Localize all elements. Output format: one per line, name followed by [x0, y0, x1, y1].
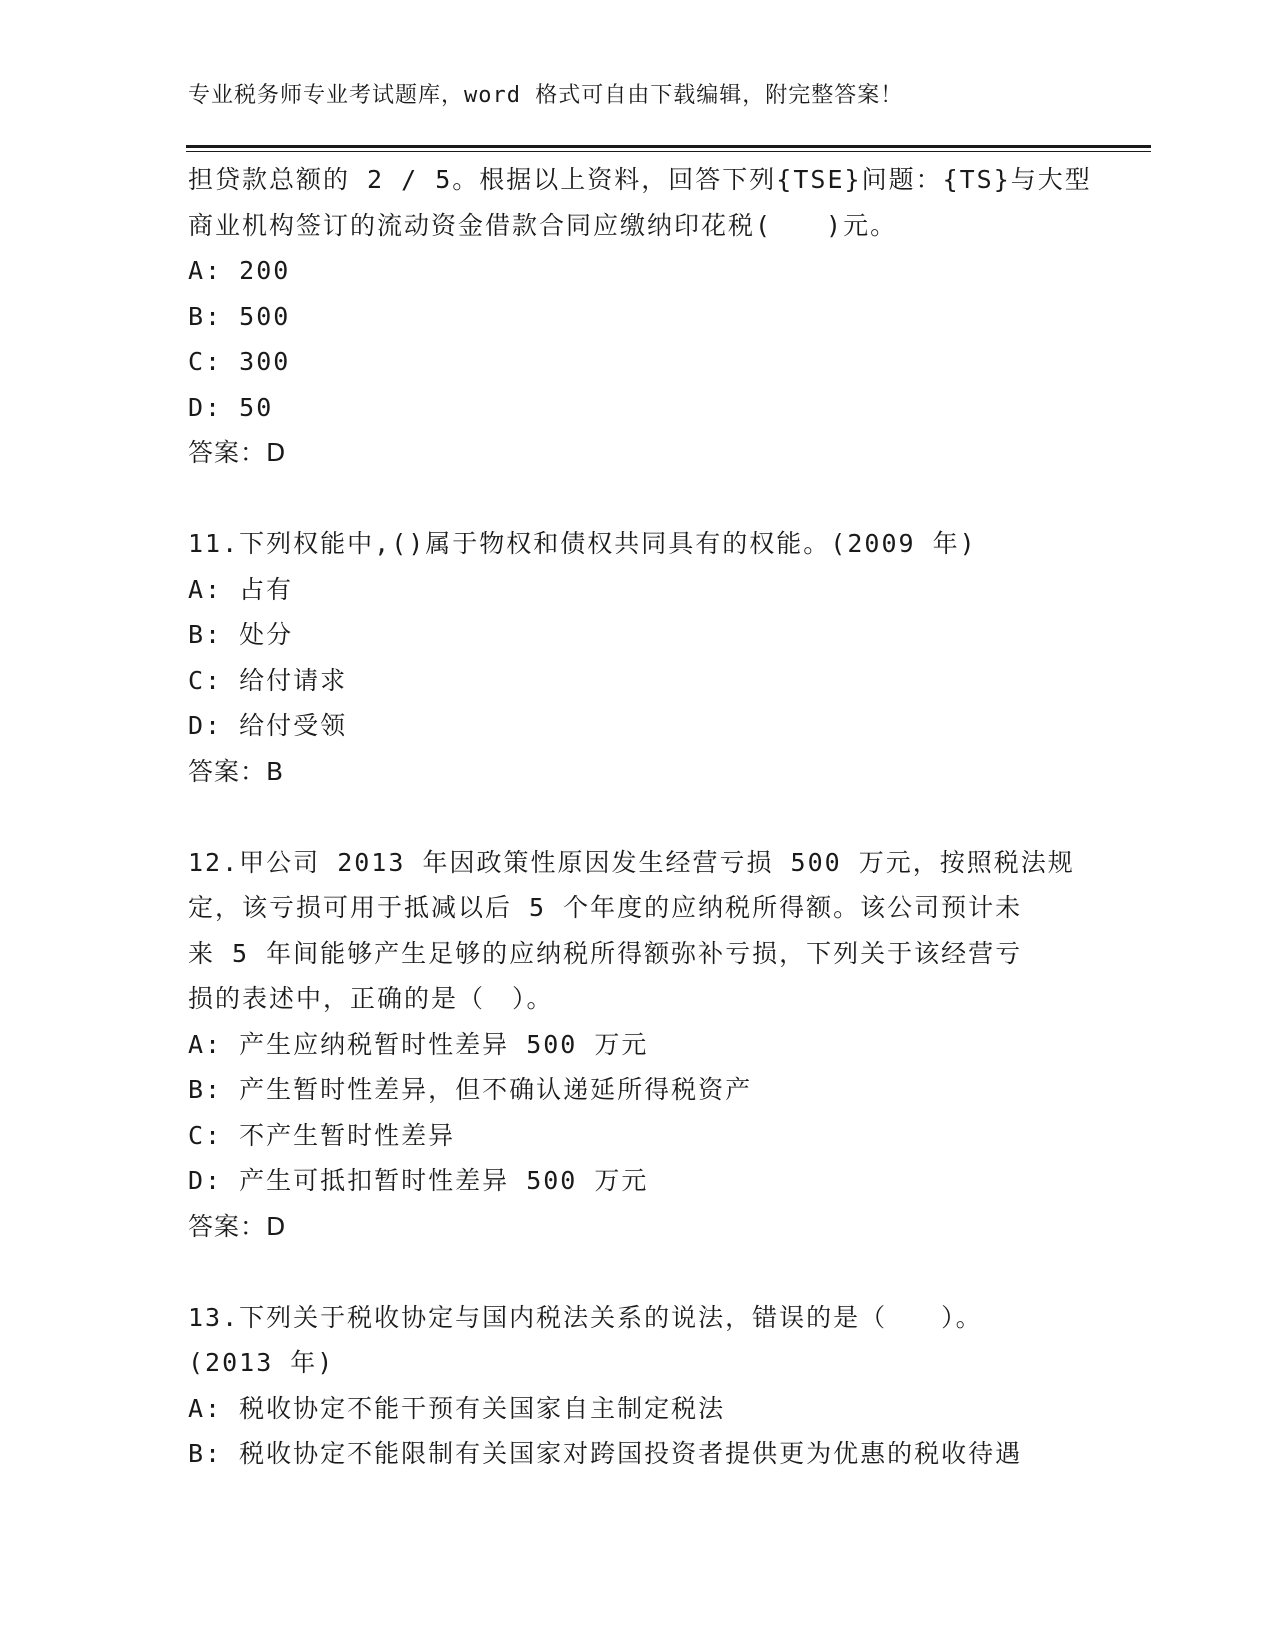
spacer	[188, 794, 1128, 840]
answer: 答案：B	[188, 756, 285, 786]
option-a: A: 税收协定不能干预有关国家自主制定税法	[188, 1393, 726, 1423]
spacer	[188, 1249, 1128, 1295]
option-c: C: 300	[188, 347, 291, 376]
question-line: 损的表述中，正确的是（ ）。	[188, 984, 554, 1013]
question-line: 12.甲公司 2013 年因政策性原因发生经营亏损 500 万元，按照税法规	[188, 847, 1075, 877]
page-header: 专业税务师专业考试题库，word 格式可自由下载编辑，附完整答案！	[188, 83, 904, 108]
header-rule-thin	[186, 151, 1151, 152]
question-line: 来 5 年间能够产生足够的应纳税所得额弥补亏损，下列关于该经营亏	[188, 938, 1023, 968]
option-d: D: 给付受领	[188, 711, 348, 740]
document-body	[188, 157, 1128, 1477]
option-b: B: 税收协定不能限制有关国家对跨国投资者提供更为优惠的税收待遇	[188, 1439, 1023, 1468]
question-line: (2013 年)	[188, 1348, 335, 1377]
option-a: A: 200	[188, 256, 291, 285]
answer: 答案：D	[188, 438, 287, 467]
option-a: A: 占有	[188, 574, 294, 604]
header-rule-thick	[186, 145, 1151, 148]
question-line: 定，该亏损可用于抵减以后 5 个年度的应纳税所得额。该公司预计未	[188, 893, 1023, 922]
option-c: C: 给付请求	[188, 665, 348, 695]
question-line: 11.下列权能中,()属于物权和债权共同具有的权能。(2009 年)	[188, 529, 977, 558]
question-line: 担贷款总额的 2 / 5。根据以上资料，回答下列{TSE}问题：{TS}与大型	[188, 165, 1092, 194]
option-b: B: 500	[188, 301, 291, 331]
option-a: A: 产生应纳税暂时性差异 500 万元	[188, 1029, 649, 1059]
spacer	[188, 476, 1128, 522]
option-d: D: 50	[188, 392, 274, 422]
question-line: 商业机构签订的流动资金借款合同应缴纳印花税( )元。	[188, 210, 898, 240]
option-c: C: 不产生暂时性差异	[188, 1120, 456, 1150]
option-b: B: 处分	[188, 620, 294, 649]
question-line: 13.下列关于税收协定与国内税法关系的说法，错误的是（ ）。	[188, 1302, 983, 1332]
answer: 答案：D	[188, 1211, 287, 1241]
option-b: B: 产生暂时性差异，但不确认递延所得税资产	[188, 1075, 753, 1104]
option-d: D: 产生可抵扣暂时性差异 500 万元	[188, 1166, 649, 1195]
